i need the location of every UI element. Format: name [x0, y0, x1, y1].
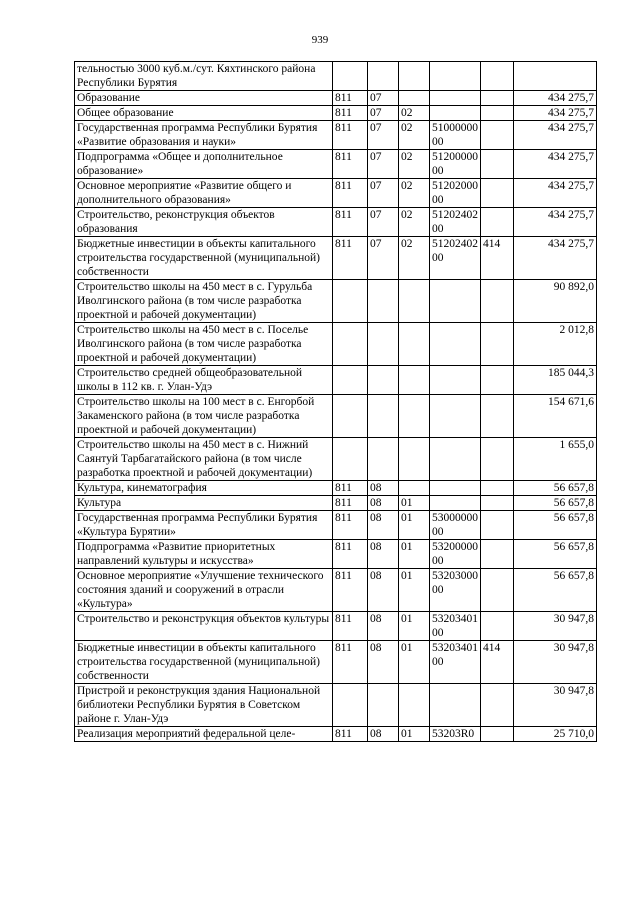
budget-table-body: [75, 62, 597, 742]
row-section-code-cell: 07: [368, 106, 399, 121]
row-name-cell: Пристрой и реконструкция здания Национальной библиотеки Республики Бурятия в Советском районе г. Улан-Удэ: [75, 684, 333, 727]
row-ved-code-cell: [333, 280, 368, 323]
row-name-cell: Основное мероприятие «Улучшение технического состояния зданий и сооружений в отрасли «Культура»: [75, 569, 333, 612]
row-section-code-cell: 08: [368, 511, 399, 540]
row-subsection-code-cell: 01: [399, 612, 430, 641]
table-row: [75, 366, 597, 395]
row-expense-type-cell: [481, 150, 514, 179]
row-name-cell: Подпрограмма «Общее и дополнительное образование»: [75, 150, 333, 179]
row-target-code-cell: 5120200000: [430, 179, 481, 208]
row-section-code-cell: 07: [368, 237, 399, 280]
row-amount-cell: 434 275,7: [514, 121, 597, 150]
row-subsection-code-cell: 01: [399, 569, 430, 612]
row-subsection-code-cell: [399, 481, 430, 496]
row-section-code-cell: 07: [368, 179, 399, 208]
row-amount-cell: 434 275,7: [514, 237, 597, 280]
row-section-code-cell: 08: [368, 612, 399, 641]
row-amount-cell: 56 657,8: [514, 569, 597, 612]
row-expense-type-cell: [481, 280, 514, 323]
row-subsection-code-cell: 02: [399, 179, 430, 208]
row-subsection-code-cell: 02: [399, 237, 430, 280]
table-row: [75, 511, 597, 540]
row-target-code-cell: 5120240200: [430, 208, 481, 237]
row-target-code-cell: 53203R0: [430, 727, 481, 742]
row-section-code-cell: [368, 323, 399, 366]
row-target-code-cell: [430, 481, 481, 496]
row-expense-type-cell: [481, 62, 514, 91]
row-section-code-cell: [368, 438, 399, 481]
row-amount-cell: 56 657,8: [514, 511, 597, 540]
row-subsection-code-cell: 02: [399, 106, 430, 121]
table-row: [75, 569, 597, 612]
row-subsection-code-cell: 01: [399, 641, 430, 684]
table-row: [75, 323, 597, 366]
row-section-code-cell: [368, 684, 399, 727]
row-amount-cell: 30 947,8: [514, 641, 597, 684]
page-number: 939: [311, 34, 329, 46]
row-expense-type-cell: 414: [481, 237, 514, 280]
row-expense-type-cell: [481, 179, 514, 208]
row-target-code-cell: 5320340100: [430, 612, 481, 641]
row-amount-cell: 434 275,7: [514, 208, 597, 237]
table-row: [75, 91, 597, 106]
row-target-code-cell: [430, 280, 481, 323]
row-expense-type-cell: [481, 208, 514, 237]
row-ved-code-cell: 811: [333, 511, 368, 540]
row-amount-cell: 154 671,6: [514, 395, 597, 438]
row-ved-code-cell: 811: [333, 237, 368, 280]
row-ved-code-cell: 811: [333, 106, 368, 121]
row-subsection-code-cell: [399, 323, 430, 366]
row-ved-code-cell: [333, 438, 368, 481]
row-name-cell: Строительство и реконструкция объектов культуры: [75, 612, 333, 641]
row-amount-cell: 2 012,8: [514, 323, 597, 366]
row-target-code-cell: [430, 366, 481, 395]
table-row: [75, 481, 597, 496]
row-name-cell: Строительство школы на 450 мест в с. Нижний Саянтуй Тарбагатайского района (в том числе разработка проектной и рабочей документации): [75, 438, 333, 481]
row-name-cell: Строительство школы на 450 мест в с. Поселье Иволгинского района (в том числе разработка проектной и рабочей документации): [75, 323, 333, 366]
row-name-cell: Общее образование: [75, 106, 333, 121]
row-name-cell: Основное мероприятие «Развитие общего и дополнительного образования»: [75, 179, 333, 208]
row-ved-code-cell: 811: [333, 150, 368, 179]
row-target-code-cell: 5120000000: [430, 150, 481, 179]
row-target-code-cell: [430, 438, 481, 481]
row-expense-type-cell: [481, 366, 514, 395]
table-row: [75, 179, 597, 208]
budget-table: [74, 61, 597, 742]
row-section-code-cell: [368, 366, 399, 395]
table-row: [75, 438, 597, 481]
row-amount-cell: 56 657,8: [514, 496, 597, 511]
row-subsection-code-cell: [399, 280, 430, 323]
row-expense-type-cell: [481, 612, 514, 641]
row-expense-type-cell: [481, 569, 514, 612]
row-name-cell: тельностью 3000 куб.м./сут. Кяхтинского района Республики Бурятия: [75, 62, 333, 91]
row-subsection-code-cell: [399, 62, 430, 91]
row-name-cell: Государственная программа Республики Бурятия «Развитие образования и науки»: [75, 121, 333, 150]
row-expense-type-cell: [481, 121, 514, 150]
row-ved-code-cell: 811: [333, 641, 368, 684]
table-row: [75, 150, 597, 179]
row-section-code-cell: 08: [368, 641, 399, 684]
row-amount-cell: 56 657,8: [514, 481, 597, 496]
row-amount-cell: 90 892,0: [514, 280, 597, 323]
row-subsection-code-cell: [399, 91, 430, 106]
row-ved-code-cell: 811: [333, 612, 368, 641]
row-subsection-code-cell: 01: [399, 540, 430, 569]
row-name-cell: Государственная программа Республики Бурятия «Культура Бурятии»: [75, 511, 333, 540]
row-ved-code-cell: 811: [333, 208, 368, 237]
row-expense-type-cell: [481, 395, 514, 438]
row-name-cell: Культура, кинематография: [75, 481, 333, 496]
row-section-code-cell: 07: [368, 91, 399, 106]
row-subsection-code-cell: 02: [399, 121, 430, 150]
row-subsection-code-cell: 01: [399, 727, 430, 742]
row-name-cell: Культура: [75, 496, 333, 511]
row-target-code-cell: 5120240200: [430, 237, 481, 280]
row-name-cell: Бюджетные инвестиции в объекты капитального строительства государственной (муниципальной) собственности: [75, 237, 333, 280]
table-row: [75, 280, 597, 323]
row-amount-cell: 185 044,3: [514, 366, 597, 395]
row-name-cell: Строительство школы на 100 мест в с. Енгорбой Закаменского района (в том числе разработка проектной и рабочей документации): [75, 395, 333, 438]
row-expense-type-cell: [481, 438, 514, 481]
row-amount-cell: 1 655,0: [514, 438, 597, 481]
row-amount-cell: 30 947,8: [514, 684, 597, 727]
row-ved-code-cell: [333, 323, 368, 366]
row-target-code-cell: [430, 323, 481, 366]
row-subsection-code-cell: [399, 684, 430, 727]
row-ved-code-cell: [333, 395, 368, 438]
table-row: [75, 684, 597, 727]
row-section-code-cell: 08: [368, 481, 399, 496]
row-expense-type-cell: [481, 91, 514, 106]
row-ved-code-cell: 811: [333, 727, 368, 742]
table-row: [75, 612, 597, 641]
row-target-code-cell: [430, 106, 481, 121]
row-expense-type-cell: [481, 481, 514, 496]
row-name-cell: Реализация мероприятий федеральной целе-: [75, 727, 333, 742]
row-subsection-code-cell: [399, 395, 430, 438]
row-ved-code-cell: [333, 62, 368, 91]
table-row: [75, 395, 597, 438]
row-name-cell: Строительство школы на 450 мест в с. Гурульба Иволгинского района (в том числе разработка проектной и рабочей документации): [75, 280, 333, 323]
row-section-code-cell: 08: [368, 496, 399, 511]
row-expense-type-cell: [481, 323, 514, 366]
row-section-code-cell: [368, 280, 399, 323]
row-target-code-cell: [430, 91, 481, 106]
row-expense-type-cell: [481, 540, 514, 569]
row-section-code-cell: 08: [368, 569, 399, 612]
row-ved-code-cell: 811: [333, 179, 368, 208]
row-section-code-cell: [368, 395, 399, 438]
row-target-code-cell: [430, 62, 481, 91]
row-target-code-cell: [430, 496, 481, 511]
row-target-code-cell: 5320300000: [430, 569, 481, 612]
row-expense-type-cell: 414: [481, 641, 514, 684]
row-target-code-cell: [430, 395, 481, 438]
row-subsection-code-cell: [399, 438, 430, 481]
row-expense-type-cell: [481, 106, 514, 121]
row-amount-cell: 434 275,7: [514, 150, 597, 179]
row-subsection-code-cell: 02: [399, 150, 430, 179]
table-row: [75, 208, 597, 237]
row-ved-code-cell: [333, 684, 368, 727]
row-target-code-cell: 5320340100: [430, 641, 481, 684]
table-row: [75, 62, 597, 91]
row-ved-code-cell: 811: [333, 481, 368, 496]
row-amount-cell: 56 657,8: [514, 540, 597, 569]
row-amount-cell: [514, 62, 597, 91]
row-subsection-code-cell: 01: [399, 511, 430, 540]
row-expense-type-cell: [481, 511, 514, 540]
row-amount-cell: 434 275,7: [514, 106, 597, 121]
row-ved-code-cell: 811: [333, 496, 368, 511]
row-name-cell: Подпрограмма «Развитие приоритетных направлений культуры и искусства»: [75, 540, 333, 569]
row-expense-type-cell: [481, 684, 514, 727]
row-amount-cell: 434 275,7: [514, 179, 597, 208]
row-ved-code-cell: 811: [333, 91, 368, 106]
row-subsection-code-cell: [399, 366, 430, 395]
row-target-code-cell: 5100000000: [430, 121, 481, 150]
row-expense-type-cell: [481, 496, 514, 511]
row-target-code-cell: 5320000000: [430, 540, 481, 569]
table-row: [75, 641, 597, 684]
row-ved-code-cell: 811: [333, 540, 368, 569]
row-name-cell: Бюджетные инвестиции в объекты капитального строительства государственной (муниципальной) собственности: [75, 641, 333, 684]
row-expense-type-cell: [481, 727, 514, 742]
table-row: [75, 496, 597, 511]
table-row: [75, 237, 597, 280]
row-section-code-cell: 08: [368, 540, 399, 569]
row-ved-code-cell: 811: [333, 121, 368, 150]
table-row: [75, 121, 597, 150]
row-section-code-cell: [368, 62, 399, 91]
row-amount-cell: 434 275,7: [514, 91, 597, 106]
row-target-code-cell: 5300000000: [430, 511, 481, 540]
row-section-code-cell: 07: [368, 121, 399, 150]
row-amount-cell: 30 947,8: [514, 612, 597, 641]
row-ved-code-cell: [333, 366, 368, 395]
row-section-code-cell: 08: [368, 727, 399, 742]
row-amount-cell: 25 710,0: [514, 727, 597, 742]
row-name-cell: Строительство, реконструкция объектов образования: [75, 208, 333, 237]
row-name-cell: Образование: [75, 91, 333, 106]
row-section-code-cell: 07: [368, 150, 399, 179]
row-subsection-code-cell: 02: [399, 208, 430, 237]
row-section-code-cell: 07: [368, 208, 399, 237]
table-row: [75, 727, 597, 742]
row-ved-code-cell: 811: [333, 569, 368, 612]
table-row: [75, 106, 597, 121]
row-name-cell: Строительство средней общеобразовательной школы в 112 кв. г. Улан-Удэ: [75, 366, 333, 395]
row-target-code-cell: [430, 684, 481, 727]
row-subsection-code-cell: 01: [399, 496, 430, 511]
table-row: [75, 540, 597, 569]
